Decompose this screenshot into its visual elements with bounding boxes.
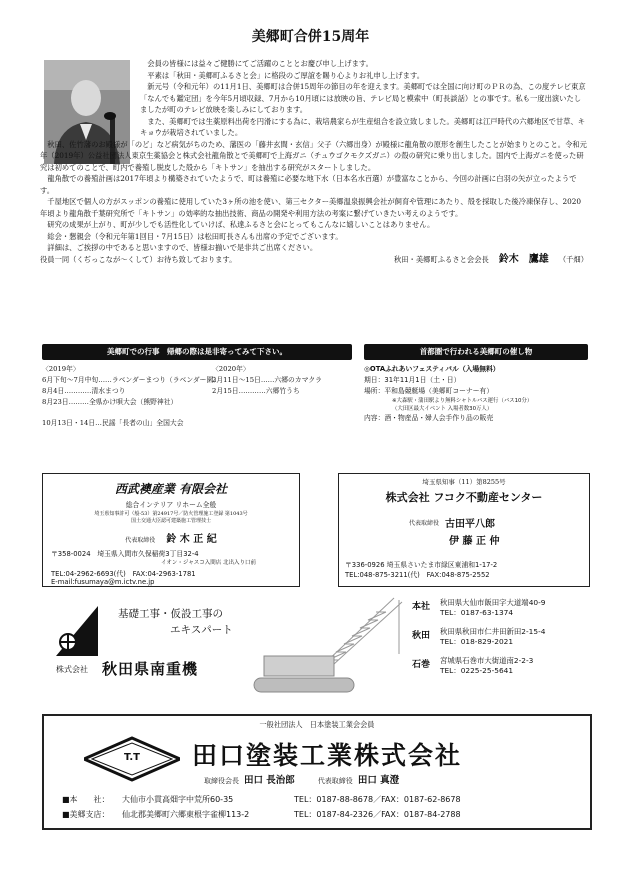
signature-origin: （千畑） — [558, 254, 588, 264]
event-item: 10月13日・14日…民謡「長者の山」全国大会 — [42, 419, 184, 427]
ad-tagline: エキスパート — [170, 624, 233, 636]
metro-banner: 首都圏で行われる美郷町の催し物 — [364, 344, 588, 360]
ad-assoc: 一般社団法人 日本塗装工業会会員 — [259, 720, 375, 729]
metro-date: 期日：31年11月1日（土・日） — [364, 376, 461, 384]
metro-title: ◎OTAふれあいフェスティバル（入場無料） — [364, 365, 500, 373]
article-paragraph: 総会・懇親会（令和元年第1回目・7月15日）は松田町長さんも出席の予定でございます。 — [47, 231, 343, 241]
article-paragraph: また、美郷町では生薬原料出荷を円滑にする為に、栽培農家らが生産組合を設立致しました。美郷町は江戸時代の六郷地区で甘草、キキョウが栽培されていました。 — [140, 116, 586, 137]
branch-office-row: ■美郷支店： 仙北郡美郷町六郷東根字雀柳113-2 TEL：0187-84-2326／FAX：0187-84-2788 — [62, 810, 461, 819]
article-paragraph: 平素は「秋田・美郷町ふるさと会」に格段のご厚誼を賜り心よりお礼申し上げます。 — [147, 70, 424, 80]
metro-place: 場所：平和島競艇場（美郷町コーナー有） — [364, 387, 494, 395]
metro-note: ※大森駅・蒲田駅より無料シャトルバス運行（バス10分） — [392, 398, 533, 404]
ad-license: 国土交通大臣認可建築施工管理技士 — [130, 518, 211, 524]
article-paragraph: 研究の成果が上がり、町が少しでも活性化していけば、私達ふるさと会にとってもこんなに嬉しいことはありません。 — [47, 220, 435, 229]
signature-line — [40, 254, 588, 266]
events-year: 〈2019年〉 — [42, 365, 80, 373]
ad-company-name: 秋田県南重機 — [102, 660, 199, 678]
events-year: 〈2020年〉 — [212, 365, 250, 373]
ad-address: 〒336-0926 埼玉県さいたま市緑区東浦和1-17-2 — [345, 561, 498, 569]
ad-company-name: 西武襖産業 有限会社 — [114, 482, 228, 496]
taguchi-addresses — [62, 792, 461, 822]
ad-rep2: 伊 藤 正 仲 — [449, 536, 500, 547]
kennan-logo-icon — [54, 604, 100, 658]
ad-company-prefix: 株式会社 — [56, 665, 88, 674]
article-title: 美郷町合併15周年 — [251, 29, 370, 45]
event-item: 8月23日………全県かけ唄大会（熊野神社） — [42, 398, 178, 406]
signature-name: 鈴木 鷹雄 — [498, 253, 549, 265]
article-paragraph: 詳細は、ご挨拶の中であると思いますので、皆様お揃いで是非共ご出席ください。 — [47, 243, 318, 252]
office-row: 秋田 秋田県秋田市仁井田新田2-15-4 TEL：018-829-2021 — [412, 627, 546, 646]
logo-text: T.T — [124, 752, 140, 763]
event-item: 8月4日…………清水まつり — [42, 387, 126, 395]
event-item: 6月下旬〜7月中旬……ラベンダーまつり（ラベンダー園） — [42, 376, 221, 384]
article-paragraph: 秋田、佐竹藩のお殿様が「のど」など病気がちのため、藩医の「藤井玄間・玄信」父子（六郷出身）が殿様に龍角散の原形を創生したことが始まりとのこと。令和元年（2019年）公益社団法人東京生薬協会と株式会社龍角散とで美郷町で上海ガニ（チュウゴクモクズガニ）の殻の研究に乗り出しました。国内で上海ガニを使った研究は初めてのことで、町内で養殖し脱皮した殻から「キトサン」を抽出する研究がスタートしました。 — [40, 139, 587, 172]
ad-license: 埼玉県知事（11）第8255号 — [422, 478, 506, 486]
article-paragraph: 会員の皆様には益々ご健勝にてご活躍のこととお慶び申し上げます。 — [147, 59, 373, 68]
event-item: 2月15日…………六郷竹うち — [212, 387, 300, 395]
metro-content: 内容：酒・物産品・婦人会手作り品の販売 — [364, 414, 494, 422]
events-2019 — [42, 364, 221, 429]
kennan-offices — [412, 598, 588, 676]
ad-email: E-mail:fusumaya@m.ictv.ne.jp — [51, 578, 155, 586]
ad-tagline: 総合インテリア リホーム全般 — [125, 501, 217, 509]
closing-text: 役員一同（くぢっこなが〜くして）お待ち致しております。 — [40, 254, 237, 264]
ad-kennan — [42, 594, 588, 706]
ad-address-note: イオン・ジャスコ入間店 北出入り口前 — [161, 560, 256, 566]
office-row: 石巻 宮城県石巻市大街道南2-2-3 TEL：0225-25-5641 — [412, 656, 534, 675]
ad-company-name: 株式会社 フコク不動産センター — [385, 491, 543, 504]
article-paragraph: 龍角散での養殖計画は2017年頃より構築されていたようで、町は養殖に必要な地下水（日本名水百選）が豊富なことから、今回の計画に白羽の矢が立ったようです。 — [40, 174, 577, 195]
ad-tagline: 基礎工事・仮設工事の — [118, 608, 223, 620]
ad-rep: 代表取締役 鈴 木 正 紀 — [125, 534, 217, 545]
signature-org: 秋田・美郷町ふるさと会会長 — [393, 254, 489, 264]
ad-phone: TEL:04-2962-6693(代) FAX:04-2963-1781 — [51, 570, 196, 578]
ad-reps: 代表取締役 古田平八郎 — [409, 519, 496, 530]
article-body — [40, 58, 588, 265]
taguchi-logo — [84, 736, 180, 782]
ad-address: 〒358-0024 埼玉県入間市久保稲荷3丁目32-4 — [51, 550, 199, 558]
events-2020 — [212, 364, 352, 397]
article-paragraph: 新元号（令和元年）の11月1日、美郷町は合併15周年の節目の年を迎えます。美郷町では全国に向け町のＰＲの為、この度テレビ東京「なんでも鑑定団」を今年5月頃収録、7月から10月頃には放映の旨、テレビ局と模索中（町長談話）との事です。私も一度出演いたしましたが町のテレビ放映を楽しみにしております。 — [140, 82, 586, 114]
crane-illustration-icon — [244, 594, 414, 698]
metro-info — [364, 364, 588, 424]
head-office-row: ■本 社： 大仙市小貫高畑字中荒所60-35 TEL：0187-88-8678／FAX：0187-62-8678 — [62, 795, 461, 804]
office-row: 本社 秋田県大仙市飯田字大道端40-9 TEL：0187-63-1374 — [412, 598, 546, 617]
ad-seibu — [42, 473, 300, 587]
event-item: 2月11日〜15日……六郷のカマクラ — [212, 376, 322, 384]
events-banner: 美郷町での行事 帰郷の際は是非寄ってみて下さい。 — [42, 344, 352, 360]
article-paragraph: 千屋地区で個人の方がスッポンの養殖に使用していた3ヶ所の池を使い、第三セクター美郷温泉振興会社が飼育や管理にあたり、殻を採取した後冷凍保存し、2020年頃より龍角散千葉研究所で「キトサン」の効率的な抽出技術、商品の開発や利用方法の考案に繋げていきたい考えのようです。 — [40, 197, 582, 218]
metro-note: （大田区最大イベント 入場者数30万人） — [392, 406, 493, 412]
ad-fukoku — [338, 473, 590, 587]
ad-taguchi — [42, 714, 592, 830]
ad-phone: TEL:048-875-3211(代) FAX:048-875-2552 — [345, 571, 490, 579]
ad-company-name: 田口塗装工業株式会社 — [192, 741, 463, 770]
ad-execs: 取締役会長 田口 長治郎 代表取締役 田口 真澄 — [204, 775, 400, 786]
ad-license: 埼玉県知事許可（般-53）第24917号／防火管理施工登録 第1043号 — [94, 511, 248, 517]
